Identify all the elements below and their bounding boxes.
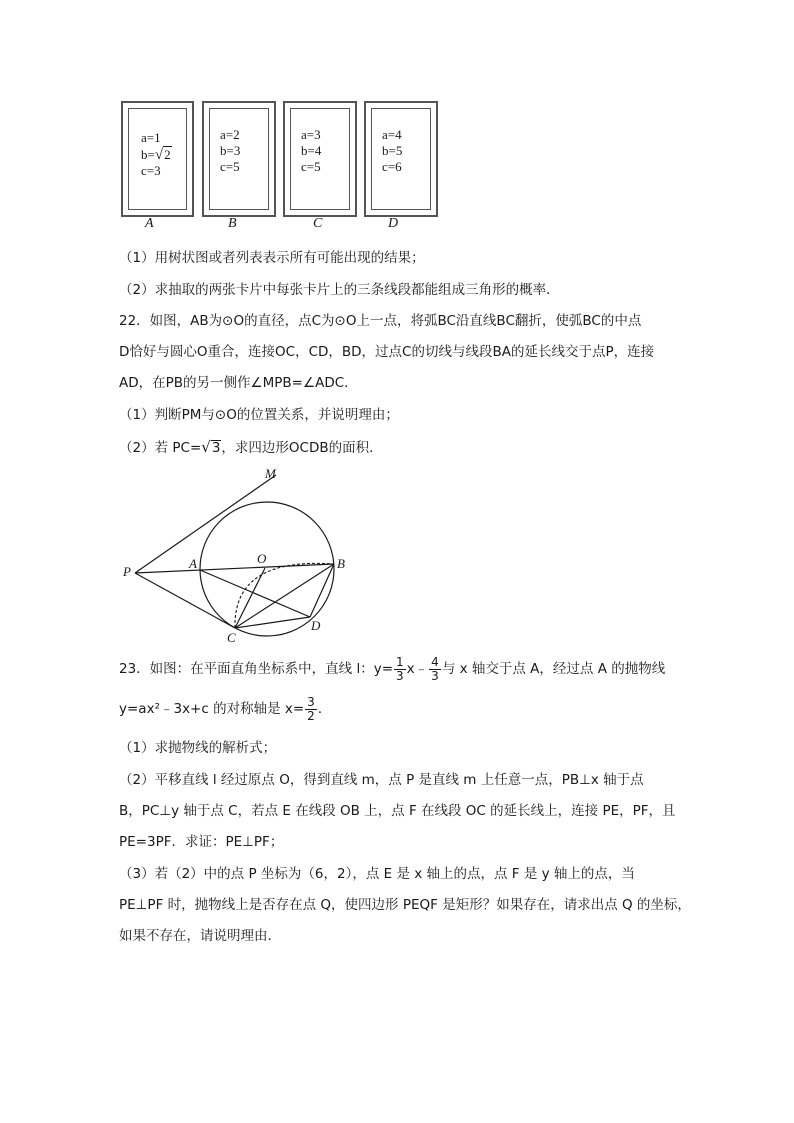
label-m: M (265, 466, 276, 481)
line-pb (135, 564, 334, 573)
card-b-b: b=3 (220, 143, 241, 158)
line-cd (235, 617, 310, 628)
q23-frac2-num: 4 (431, 654, 439, 669)
q21-part2: （2）求抽取的两张卡片中每张卡片上的三条线段都能组成三角形的概率． (119, 282, 560, 298)
card-d-letter: D (388, 216, 399, 231)
q22-line3: AD，在PB的另一侧作∠MPB=∠ADC． (119, 375, 358, 391)
card-c-letter: C (313, 216, 323, 231)
q23-line1 (119, 652, 665, 686)
q23-line1-prefix: 23．如图：在平面直角坐标系中，直线 l：y= (119, 661, 394, 677)
q22-part2: （2）若 PC=√3，求四边形OCDB的面积． (119, 438, 383, 456)
q22-line1: 22．如图，AB为⊙O的直径，点C为⊙O上一点，将弧BC沿直线BC翻折，使弧BC的中点 (119, 313, 642, 329)
card-d-values (382, 127, 402, 175)
q22-part2-prefix: （2）若 PC= (119, 440, 202, 456)
q21-part1: （1）用树状图或者列表表示所有可能出现的结果； (119, 250, 425, 266)
card-c-c: c=5 (301, 159, 321, 174)
q23-part2-line1: （2）平移直线 l 经过原点 O，得到直线 m，点 P 是直线 m 上任意一点，PB⊥x 轴于点 (119, 772, 644, 788)
card-c (283, 101, 357, 217)
q23-frac2-den: 3 (431, 668, 439, 683)
card-a-b-prefix: b= (141, 147, 155, 162)
label-p: P (123, 564, 131, 579)
q22-part2-sqrt: 3 (211, 440, 221, 456)
q23-part3-line3: 如果不存在，请说明理由． (119, 928, 281, 944)
q22-line2: D恰好与圆心O重合，连接OC，CD，BD，过点C的切线与线段BA的延长线交于点P，连接 (119, 344, 655, 360)
card-b (202, 101, 276, 217)
label-d: D (311, 618, 321, 633)
q23-frac-3-2 (305, 696, 317, 723)
card-b-letter: B (228, 216, 237, 231)
q23-part3-line2: PE⊥PF 时，抛物线上是否存在点 Q，使四边形 PEQF 是矩形？如果存在，请求出点 Q 的坐标， (119, 897, 691, 913)
line-ad (200, 570, 310, 617)
card-a-letter: A (145, 216, 154, 231)
card-a-a: a=1 (141, 130, 161, 145)
card-b-values (220, 127, 240, 175)
q23-line1-suffix: 与 x 轴交于点 A，经过点 A 的抛物线 (441, 661, 666, 677)
q22-part2-suffix: ，求四边形OCDB的面积． (221, 440, 383, 456)
label-c: C (227, 630, 236, 645)
label-o: O (257, 551, 267, 566)
card-d-b: b=5 (382, 143, 403, 158)
q23-part3-line1: （3）若（2）中的点 P 坐标为（6，2），点 E 是 x 轴上的点，点 F 是 y 轴上的点，当 (119, 866, 635, 882)
card-a (121, 101, 194, 217)
card-a-values (141, 130, 172, 179)
line-pc (135, 573, 235, 628)
q22-geometry-figure (115, 462, 355, 647)
card-a-b: b=√2 (141, 147, 171, 163)
q23-frac3-den: 2 (307, 708, 315, 723)
q22-part1: （1）判断PM与⊙O的位置关系，并说明理由； (119, 407, 399, 423)
card-d-c: c=6 (382, 159, 402, 174)
q23-frac1-num: 1 (396, 654, 404, 669)
q23-line2-prefix: y=ax²﹣3x+c 的对称轴是 x= (119, 701, 305, 717)
q23-frac-1-3 (394, 656, 406, 683)
card-b-a: a=2 (220, 127, 240, 142)
card-b-c: c=5 (220, 159, 240, 174)
label-a: A (189, 556, 197, 571)
q23-line2 (119, 692, 331, 726)
line-pm (135, 475, 276, 573)
label-b: B (337, 556, 345, 571)
card-d-a: a=4 (382, 127, 402, 142)
card-c-a: a=3 (301, 127, 321, 142)
card-a-c: c=3 (141, 163, 161, 178)
q23-frac1-den: 3 (396, 668, 404, 683)
q23-line2-suffix: ． (317, 701, 332, 717)
q23-frac-4-3 (429, 656, 441, 683)
card-c-values (301, 127, 321, 175)
card-a-b-sqrt: 2 (164, 147, 171, 162)
q23-part2-line3: PE=3PF．求证：PE⊥PF； (119, 834, 284, 850)
card-c-b: b=4 (301, 143, 322, 158)
q23-frac3-num: 3 (307, 694, 315, 709)
q23-line1-mid: x﹣ (406, 661, 429, 677)
card-d (364, 101, 438, 217)
q23-part1: （1）求抛物线的解析式； (119, 740, 277, 756)
q23-part2-line2: B，PC⊥y 轴于点 C，若点 E 在线段 OB 上，点 F 在线段 OC 的延长线上，连接 PE，PF，且 (119, 803, 676, 819)
